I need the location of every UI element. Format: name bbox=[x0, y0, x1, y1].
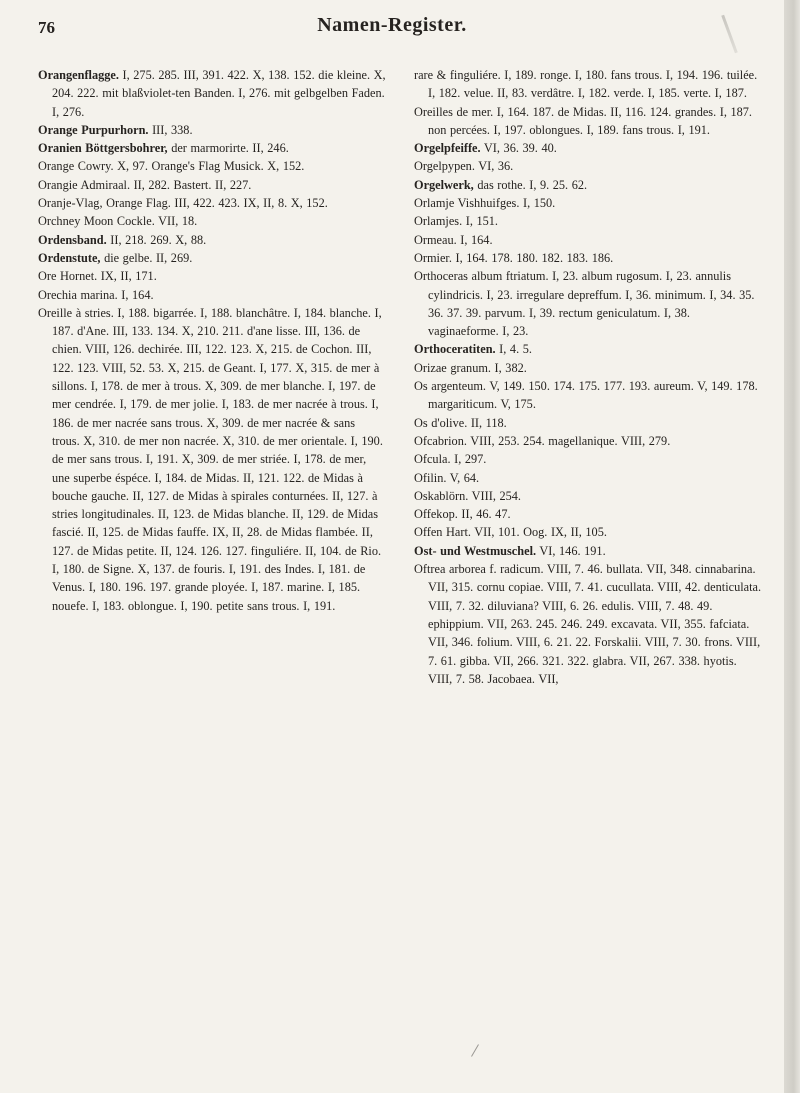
index-entry bbox=[38, 231, 386, 249]
index-references: Orthoceras album ftriatum. I, 23. album rugosum. I, 23. annulis cylindricis. I, 23. irregulare depreffum. I, 36. minimum. I, 34. 35. 36. 37. 39. parvum. I, 39. rectum geniculatum. I, 38. vaginaeforme. I, 23. bbox=[414, 269, 755, 339]
index-entry bbox=[38, 157, 386, 175]
index-references: Oranje-Vlag, Orange Flag. III, 422. 423. IX, II, 8. X, 152. bbox=[38, 196, 328, 211]
index-column-left bbox=[38, 66, 386, 615]
index-entry bbox=[414, 157, 764, 175]
stray-mark bbox=[471, 1044, 479, 1057]
index-references: Oreilles de mer. I, 164. 187. de Midas. II, 116. 124. grandes. I, 187. non percées. I, 197. oblongues. I, 189. fans trous. I, 191. bbox=[414, 104, 752, 137]
index-entry bbox=[38, 121, 386, 139]
index-entry bbox=[414, 267, 764, 340]
index-headword: Orgelwerk, bbox=[414, 177, 474, 192]
index-entry bbox=[38, 249, 386, 267]
index-entry bbox=[414, 542, 764, 560]
index-references: I, 4. 5. bbox=[495, 342, 532, 357]
page-number: 76 bbox=[38, 18, 55, 37]
index-entry bbox=[414, 505, 764, 523]
index-references: Orizae granum. I, 382. bbox=[414, 360, 527, 375]
index-headword: Orthoceratiten. bbox=[414, 342, 496, 357]
index-entry bbox=[414, 432, 764, 450]
index-references: rare & finguliére. I, 189. ronge. I, 180. fans trous. I, 194. 196. tuilée. I, 182. velue. II, 83. verdâtre. I, 182. verde. I, 185. verte. I, 187. bbox=[414, 68, 758, 101]
index-references: VI, 36. 39. 40. bbox=[480, 141, 557, 156]
index-references: VI, 146. 191. bbox=[536, 543, 606, 558]
index-references: Ofcula. I, 297. bbox=[414, 452, 487, 467]
running-head: Namen-Register. bbox=[317, 14, 467, 36]
index-references: Offen Hart. VII, 101. Oog. IX, II, 105. bbox=[414, 525, 607, 540]
index-references: Os d'olive. II, 118. bbox=[414, 415, 507, 430]
index-entry bbox=[414, 450, 764, 468]
index-references: der marmorirte. II, 246. bbox=[167, 141, 289, 156]
index-entry bbox=[38, 139, 386, 157]
index-headword: Orgelpfeiffe. bbox=[414, 141, 481, 156]
index-references: III, 338. bbox=[148, 122, 193, 137]
index-column-right bbox=[414, 66, 764, 688]
index-entry bbox=[38, 304, 386, 615]
index-entry bbox=[414, 377, 764, 414]
index-entry bbox=[414, 523, 764, 541]
index-references: Orlamje Vishhuifges. I, 150. bbox=[414, 196, 556, 211]
index-references: Os argenteum. V, 149. 150. 174. 175. 177. 193. aureum. V, 149. 178. margariticum. V, 175. bbox=[414, 379, 758, 412]
index-references: I, 275. 285. III, 391. 422. X, 138. 152. die kleine. X, 204. 222. mit blaßviolet-ten Banden. I, 276. mit gelbgelben Faden. I, 276. bbox=[52, 68, 386, 119]
index-entry bbox=[38, 267, 386, 285]
index-entry bbox=[38, 286, 386, 304]
index-references: Oreille à stries. I, 188. bigarrée. I, 188. blanchâtre. I, 184. blanche. I, 187. d'Ane. III, 133. 134. X, 210. 211. d'ane lisse. III, 136. de chien. VIII, 126. dechirée. III, 122. 123. X, 215. de Cochon. III, 122. 123. VIII, 52. 53. X, 215. de Geant. I, 177. X, 315. de mer à sillons. I, 178. de mer à trous. X, 309. de mer blanche. I, 197. de mer cendrée. I, 179. de mer jolie. I, 183. de mer nacrée à trous. I, 186. de mer nacrée sans trous. X, 309. de mer nacrée & sans trous. X, 310. de mer non nacrée. X, 310. de mer orientale. I, 190. de mer sans trous. I, 191. X, 309. de mer striée. I, 178. de mer, une superbe éspéce. I, 184. de Midas. II, 121. 122. de Midas à bouche gauche. II, 127. de Midas à spirales conturnées. II, 127. à stries longitudinales. II, 123. de Midas blanche. II, 129. de Midas fascié. II, 125. de Midas fauffe. IX, II, 28. de Midas flambée. II, 127. de Midas petite. II, 124. 126. 127. finguliére. II, 104. de Rio. I, 180. de Signe. X, 137. de fouris. I, 191. des Indes. I, 181. de Venus. I, 180. 196. 197. grande ployée. I, 187. marine. I, 185. nouefe. I, 183. oblongue. I, 190. petite sans trous. I, 191. bbox=[38, 305, 383, 613]
index-references: Ofilin. V, 64. bbox=[414, 470, 480, 485]
index-entry bbox=[414, 249, 764, 267]
index-entry bbox=[414, 359, 764, 377]
index-references: Offekop. II, 46. 47. bbox=[414, 507, 511, 522]
index-entry bbox=[38, 176, 386, 194]
index-entry bbox=[414, 212, 764, 230]
index-entry bbox=[414, 103, 764, 140]
page-edge bbox=[784, 0, 800, 1093]
index-references: Oskablörn. VIII, 254. bbox=[414, 488, 521, 503]
index-entry bbox=[414, 139, 764, 157]
index-references: die gelbe. II, 269. bbox=[100, 250, 193, 265]
index-references: Ore Hornet. IX, II, 171. bbox=[38, 269, 157, 284]
index-references: Ormeau. I, 164. bbox=[414, 232, 493, 247]
index-references: Oftrea arborea f. radicum. VIII, 7. 46. bullata. VII, 348. cinnabarina. VII, 315. cornu copiae. VIII, 7. 41. cucullata. VIII, 42. denticulata. VIII, 7. 32. diluviana? VIII, 6. 26. edulis. VIII, 7. 48. 49. ephippium. VII, 263. 245. 246. 249. excavata. VII, 355. fafciata. VII, 346. folium. VIII, 6. 21. 22. Forskalii. VIII, 7. 30. frons. VIII, 7. 61. gibba. VII, 266. 321. 322. glabra. VII, 267. 338. hyotis. VIII, 7. 58. Jacobaea. VII, bbox=[414, 562, 762, 686]
index-references: Orchney Moon Cockle. VII, 18. bbox=[38, 214, 198, 229]
index-references: Orgelpypen. VI, 36. bbox=[414, 159, 514, 174]
index-references: Orlamjes. I, 151. bbox=[414, 214, 498, 229]
index-headword: Orangenflagge. bbox=[38, 68, 119, 82]
index-headword: Ordensband. bbox=[38, 232, 107, 247]
index-headword: Ost- und Westmuschel. bbox=[414, 543, 537, 558]
index-entry bbox=[414, 194, 764, 212]
index-entry bbox=[414, 340, 764, 358]
index-entry bbox=[414, 560, 764, 688]
index-headword: Orange Purpurhorn. bbox=[38, 122, 149, 137]
index-entry bbox=[414, 231, 764, 249]
index-entry bbox=[414, 66, 764, 103]
index-entry bbox=[414, 469, 764, 487]
index-entry bbox=[38, 212, 386, 230]
index-headword: Ordenstute, bbox=[38, 250, 101, 265]
index-references: Ofcabrion. VIII, 253. 254. magellanique. VIII, 279. bbox=[414, 433, 671, 448]
index-references: das rothe. I, 9. 25. 62. bbox=[473, 177, 588, 192]
index-references: II, 218. 269. X, 88. bbox=[106, 232, 207, 247]
index-references: Ormier. I, 164. 178. 180. 182. 183. 186. bbox=[414, 250, 614, 265]
index-entry bbox=[414, 414, 764, 432]
index-entry bbox=[38, 66, 386, 121]
index-references: Orangie Admiraal. II, 282. Bastert. II, 227. bbox=[38, 177, 252, 192]
index-references: Orange Cowry. X, 97. Orange's Flag Musick. X, 152. bbox=[38, 159, 305, 174]
index-entry bbox=[38, 194, 386, 212]
index-entry bbox=[414, 176, 764, 194]
index-entry bbox=[414, 487, 764, 505]
index-headword: Oranien Böttgersbohrer, bbox=[38, 141, 168, 156]
index-references: Orechia marina. I, 164. bbox=[38, 287, 154, 302]
